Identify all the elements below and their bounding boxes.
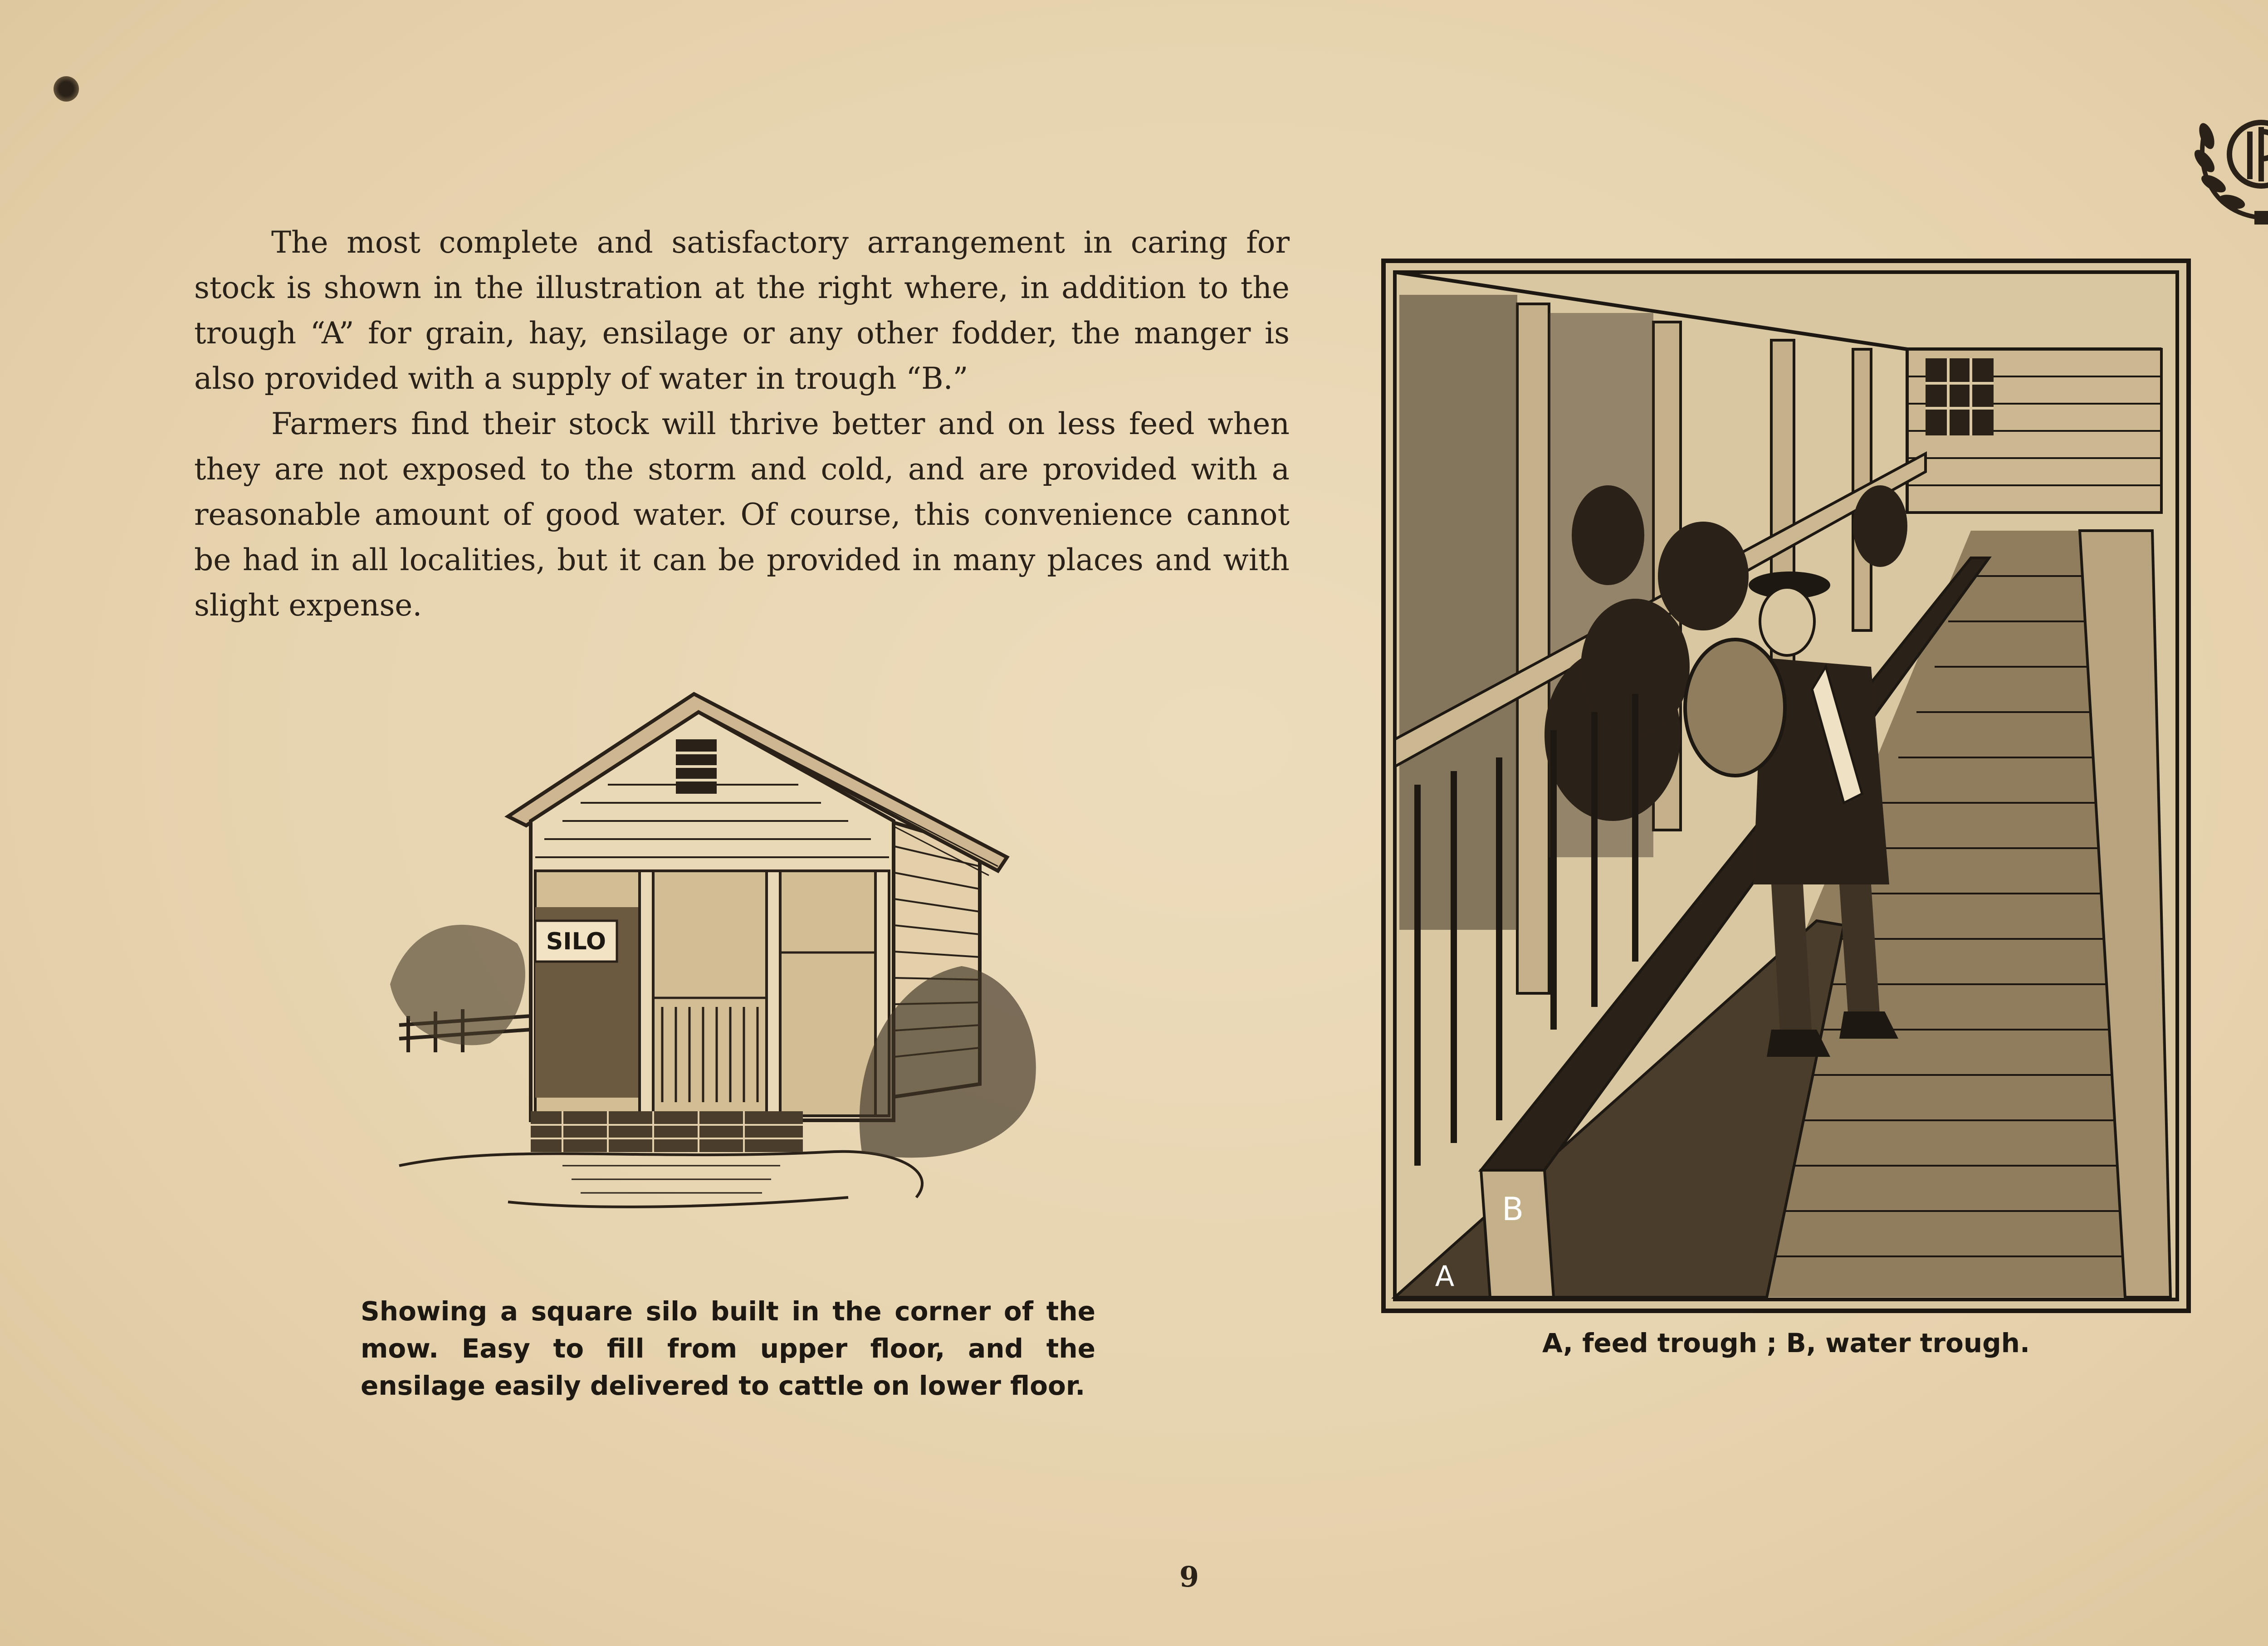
binding-hole — [54, 76, 79, 102]
wreath-emblem-icon — [2186, 82, 2268, 231]
barn-interior-illustration — [1381, 259, 2191, 1313]
silo-barn-illustration — [372, 653, 1070, 1261]
trough-a-label: A — [1435, 1260, 1455, 1293]
barn-caption: A, feed trough ; B, water trough. — [1542, 1328, 2030, 1358]
silo-caption: Showing a square silo built in the corner of the mow. Easy to fill from upper floor, and the ensilage easily delivered to cattle on lower floor. — [361, 1296, 1095, 1401]
paragraph-1: The most complete and satisfactory arrangement in caring for stock is shown in the illustration at the right where, in addition to the trough “A” for grain, hay, ensilage or any other fodder, the manger is also provided with a supply of water in trough “B.” — [194, 225, 1290, 396]
trough-b-label: B — [1501, 1191, 1524, 1228]
paragraph-2: Farmers find their stock will thrive better and on less feed when they are not exposed to the storm and cold, and are provided with a reasonable amount of good water. Of course, this convenience cannot be had in all localities, but it can be provided in many places and with slight expense. — [194, 406, 1290, 623]
page-number: 9 — [1179, 1560, 1199, 1593]
body-text — [194, 220, 1290, 628]
silo-sign-label: SILO — [546, 928, 606, 955]
